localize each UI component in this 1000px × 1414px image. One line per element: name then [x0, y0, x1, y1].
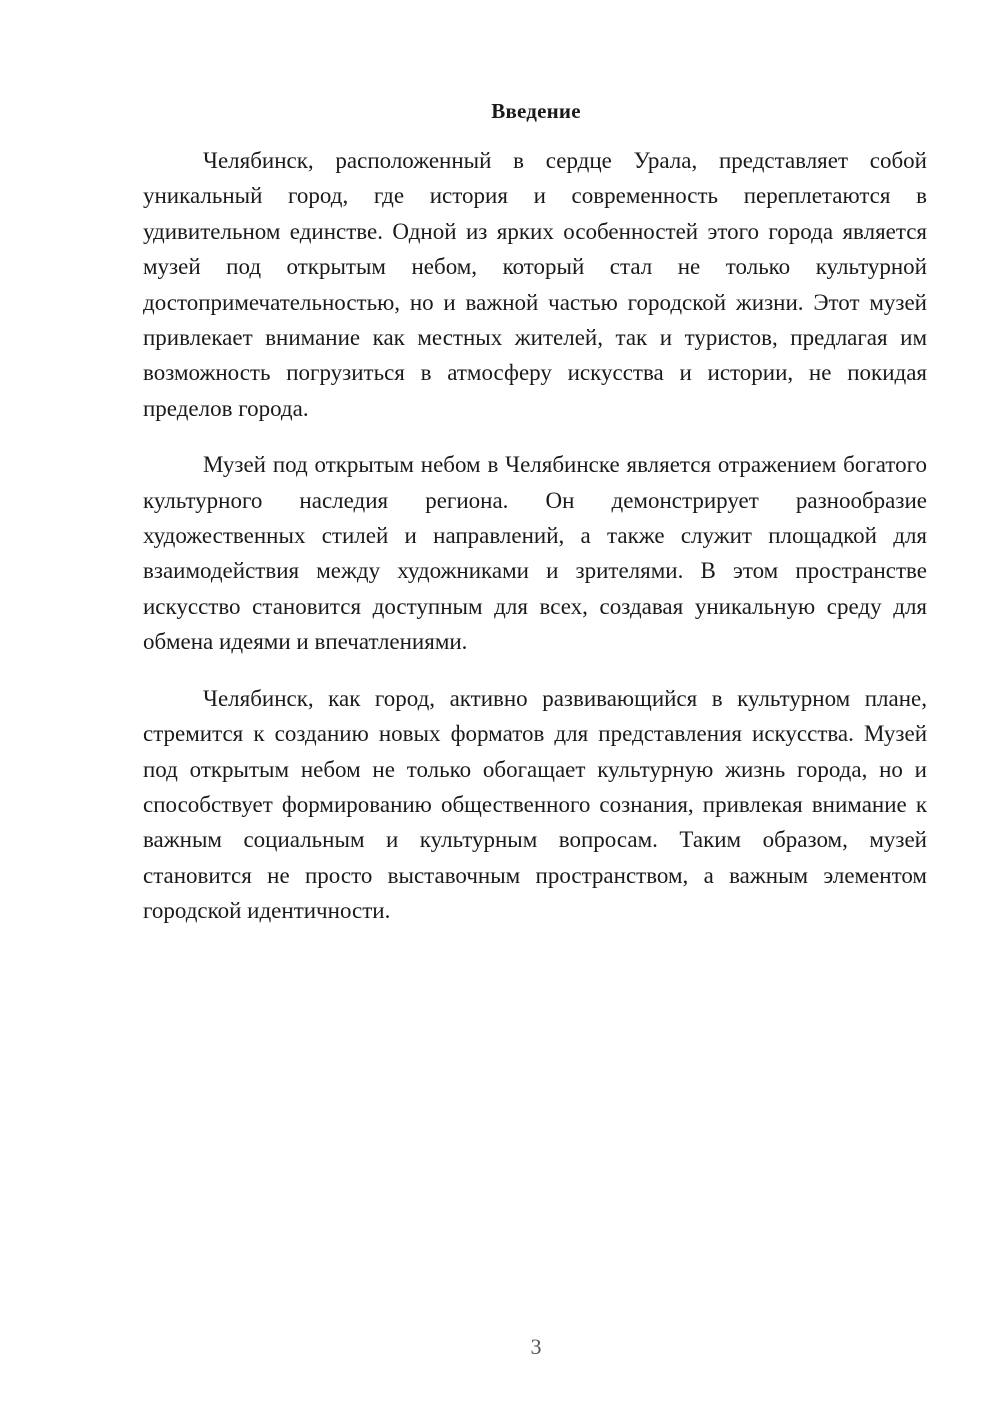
section-heading: Введение — [491, 99, 581, 123]
body-text — [143, 143, 927, 950]
paragraph-1: Челябинск, расположенный в сердце Урала, представляет собой уникальный город, где история и современность переплетаются в удивительном единстве. Одной из ярких особенностей этого города является музей под открытым небом, который стал не только культурной достопримечательностью, но и важной частью городской жизни. Этот музей привлекает внимание как местных жителей, так и туристов, предлагая им возможность погрузиться в атмосферу искусства и истории, не покидая пределов города. — [143, 148, 927, 421]
paragraph-2: Музей под открытым небом в Челябинске является отражением богатого культурного наследия региона. Он демонстрирует разнообразие художественных стилей и направлений, а также служит площадкой для взаимодействия между художниками и зрителями. В этом пространстве искусство становится доступным для всех, создавая уникальную среду для обмена идеями и впечатлениями. — [143, 452, 927, 655]
page-number: 3 — [530, 1334, 542, 1359]
paragraph-3: Челябинск, как город, активно развивающийся в культурном плане, стремится к созданию новых форматов для представления искусства. Музей под открытым небом не только обогащает культурную жизнь города, но и способствует формированию общественного сознания, привлекая внимание к важным социальным и культурным вопросам. Таким образом, музей становится не просто выставочным пространством, а важным элементом городской идентичности. — [143, 685, 927, 924]
